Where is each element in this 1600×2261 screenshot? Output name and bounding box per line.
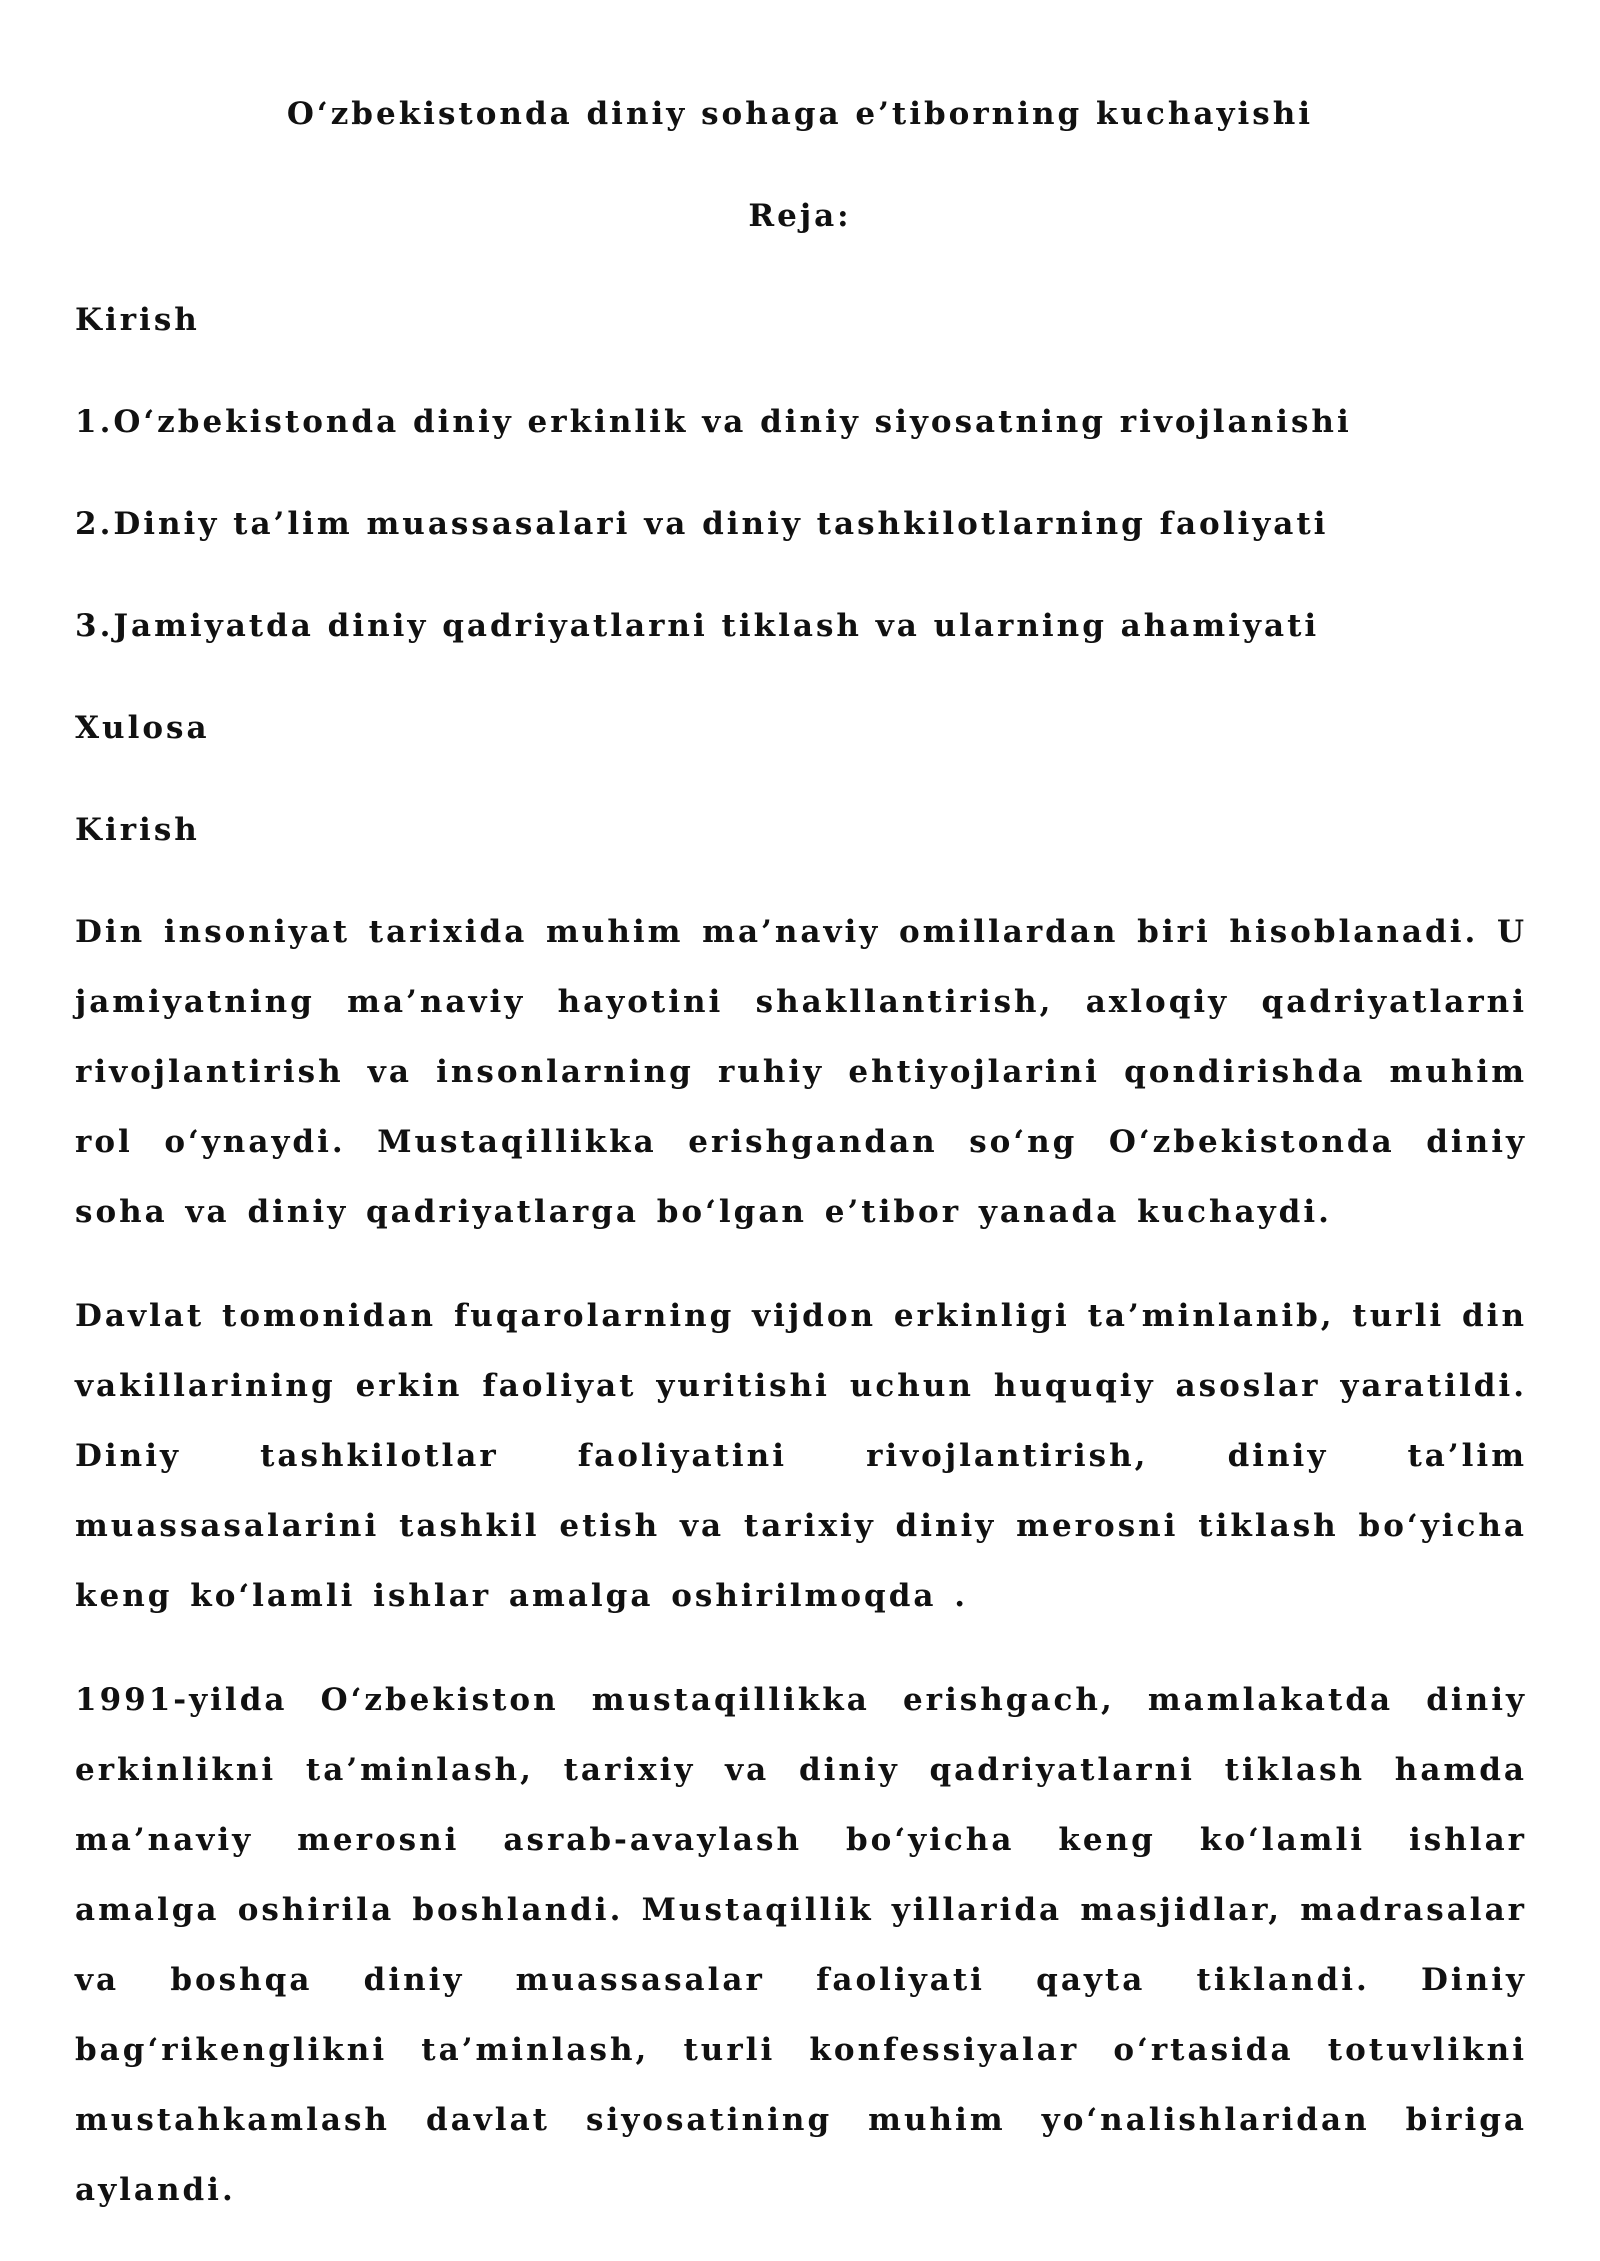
- plan-item-2: 2.Diniy ta’lim muassasalari va diniy tashkilotlarning faoliyati: [75, 506, 1329, 542]
- plan-heading: Reja:: [748, 198, 852, 234]
- document-title: O‘zbekistonda diniy sohaga e’tiborning kuchayishi: [286, 96, 1314, 132]
- plan-item-1: 1.O‘zbekistonda diniy erkinlik va diniy siyosatning rivojlanishi: [75, 404, 1352, 440]
- paragraph-2: Davlat tomonidan fuqarolarning vijdon erkinligi ta’minlanib, turli din vakillarining erkin faoliyat yuritishi uchun huquqiy asoslar yaratildi. Diniy tashkilotlar faoliyatini rivojlantirish, diniy ta’lim muassasalarini tashkil etish va tarixiy diniy merosni tiklash bo‘yicha keng ko‘lamli ishlar amalga oshirilmoqda .: [75, 1298, 1527, 1614]
- plan-item-conclusion: Xulosa: [75, 710, 210, 746]
- plan-item-3: 3.Jamiyatda diniy qadriyatlarni tiklash va ularning ahamiyati: [75, 608, 1320, 644]
- plan-item-intro: Kirish: [75, 302, 200, 338]
- paragraph-3: 1991-yilda O‘zbekiston mustaqillikka erishgach, mamlakatda diniy erkinlikni ta’minlash, tarixiy va diniy qadriyatlarni tiklash hamda ma’naviy merosni asrab-avaylash bo‘yicha keng ko‘lamli ishlar amalga oshirila boshlandi. Mustaqillik yillarida masjidlar, madrasalar va boshqa diniy muassasalar faoliyati qayta tiklandi. Diniy bag‘rikenglikni ta’minlash, turli konfessiyalar o‘rtasida totuvlikni mustahkamlash davlat siyosatining muhim yo‘nalishlaridan biriga aylandi.: [75, 1682, 1527, 2208]
- section-heading-intro: Kirish: [75, 812, 200, 848]
- paragraph-1: Din insoniyat tarixida muhim ma’naviy omillardan biri hisoblanadi. U jamiyatning ma’naviy hayotini shakllantirish, axloqiy qadriyatlarni rivojlantirish va insonlarning ruhiy ehtiyojlarini qondirishda muhim rol o‘ynaydi. Mustaqillikka erishgandan so‘ng O‘zbekistonda diniy soha va diniy qadriyatlarga bo‘lgan e’tibor yanada kuchaydi.: [75, 914, 1527, 1230]
